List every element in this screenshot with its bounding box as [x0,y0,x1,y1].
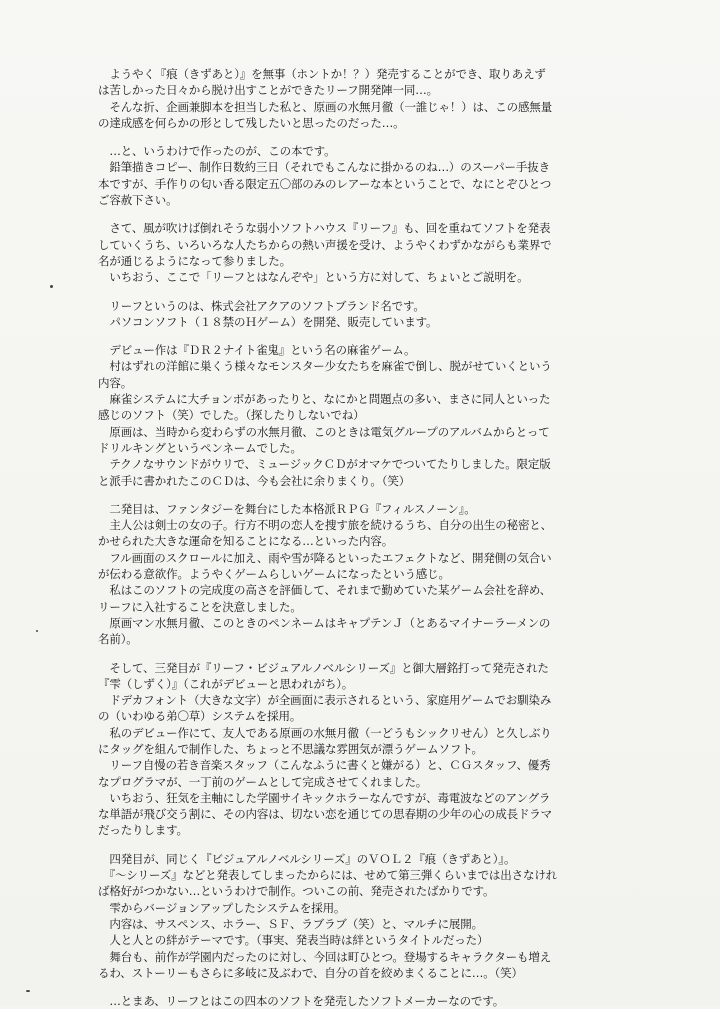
text-line: 雫からバージョンアップしたシステムを採用。 [98,900,346,915]
scan-speck [36,630,38,632]
scan-speck [50,285,53,288]
text-line: していくうち、いろいろな人たちからの熱い声援を受け、ようやくわずかながらも業界で [98,237,552,252]
text-line: かせられた大きな運命を知ることになる…といった内容。 [98,534,394,549]
text-line: ば格好がつかない…というわけで制作。ついこの前、発売されたばかりです。 [98,884,495,899]
text-line: フル画面のスクロールに加え、雨や雪が降るといったエフェクトなど、開発側の気合い [98,550,552,565]
text-line: だったりします。 [98,823,188,838]
paragraph-gap [98,131,684,143]
text-line: デビュー作は『ＤＲ２ナイト雀鬼』という名の麻雀ゲーム。 [98,343,416,358]
text-line: にタッグを組んで制作した、ちょっと不思議な雰囲気が漂うゲームソフト。 [98,741,483,756]
text-line: 『～シリーズ』などと発表してしまったからには、せめて第三弾くらいまでは出さなけれ [98,868,558,883]
text-line: は苦しかった日々から脱け出すことができたリーフ開発陣一同…。 [98,83,438,98]
text-line: 村はずれの洋館に巣くう様々なモンスター少女たちを麻雀で倒し、脱がせていくという [98,359,552,374]
text-line: が伝わる意欲作。ようやくゲームらしいゲームになったという感じ。 [98,567,450,582]
text-line: な単語が飛び交う割に、その内容は、切ない恋を通じての思春期の少年の心の成長ドラマ [98,807,552,822]
text-line: 原画は、当時から変わらずの水無月徹、このときは電気グループのアルバムからとって [98,424,550,439]
text-line: るわ、ストーリーもさらに多岐に及ぶわで、自分の首を絞めまくることに…。（笑） [98,965,523,980]
text-line: 人と人との絆がテーマです。（事実、発表当時は絆というタイトルだった） [98,933,489,948]
text-line: 麻雀システムに大チョンボがあったりと、なにかと問題点の多い、まさに同人といった [98,392,551,407]
text-line: さて、風が吹けば倒れそうな弱小ソフトハウス『リーフ』も、回を重ねてソフトを発表 [98,221,551,236]
text-line: いちおう、狂気を主軸にした学園サイキックホラーなんですが、毒電波などのアングラ [98,790,551,805]
text-line: の（いわゆる弟〇草）システムを採用。 [98,709,302,724]
text-line: …とまあ、リーフとはこの四本のソフトを発売したソフトメーカーなのです。 [98,994,505,1009]
text-line: いちおう、ここで「リーフとはなんぞや」という方に対して、ちょいとご説明を。 [98,270,529,285]
text-line: の達成感を何らかの形として残したいと思ったのだった…。 [98,115,405,130]
scan-speck [26,990,30,992]
text-line: 私はこのソフトの完成度の高さを評価して、それまで勤めていた某ゲーム会社を辞め、 [98,583,552,598]
paragraph-gap [98,489,684,501]
text-line: 四発目が、同じく『ビジュアルノベルシリーズ』のＶＯＬ２『痕（きずあと）』。 [98,851,516,866]
text-line: 二発目は、ファンタジーを舞台にした本格派ＲＰＧ『フィルスノーン』。 [98,501,476,516]
text-line: リーフに入社することを決意しました。 [98,599,302,614]
text-line: ようやく『痕（きずあと）』を無事（ホントか！？）発売することができ、取りあえず [98,67,546,81]
text-line: 鉛筆描きコピー、制作日数約三日（それでもこんなに掛かるのね…）のスーパー手抜き [98,160,550,175]
paragraph-gap [98,286,684,298]
text-line: 主人公は剣士の女の子。行方不明の恋人を捜す旅を続けるうち、自分の出生の秘密と、 [98,518,552,533]
paragraph-gap [98,981,684,993]
text-line: …と、いうわけで作ったのが、この本です。 [98,144,336,159]
text-line: 『雫（しずく）』（これがデビューと思われがち）。 [98,676,354,691]
text-line: テクノなサウンドがウリで、ミュージックＣＤがオマケでついてたりしました。限定版 [98,457,551,472]
text-line: 名が通じるようになって参りました。 [98,253,291,268]
text-line: 舞台も、前作が学園内だったのに対し、今回は町ひとつ。登場するキャラクターも増え [98,949,552,964]
text-line: ご容赦下さい。 [98,193,178,208]
text-line: 私のデビュー作にて、友人である原画の水無月徹（一どうもシックリせん）と久しぶり [98,725,552,740]
paragraph-gap [98,839,684,851]
text-line: 本ですが、手作りの匂い香る限定五〇部のみのレアーな本ということで、なにとぞひとつ [98,176,552,191]
text-line: 原画マン水無月徹、このときのペンネームはキャプテンＪ（とあるマイナーラーメンの [98,615,551,630]
paragraph-gap [98,648,684,660]
text-line: 内容は、サスペンス、ホラー、ＳＦ、ラブラブ（笑）と、マルチに展開。 [98,916,483,931]
text-line: ドリルキングというペンネームでした。 [98,440,302,455]
text-line: 名前）。 [98,632,138,647]
text-line: 内容。 [98,375,133,390]
text-line: そんな折、企画兼脚本を担当した私と、原画の水無月徹（一誰じゃ！）は、この感無量 [98,99,552,114]
text-line: そして、三発目が『リーフ・ビジュアルノベルシリーズ』と御大層銘打って発売された [98,660,549,675]
document-body [98,66,684,1009]
text-line: リーフというのは、株式会社アクアのソフトブランド名です。 [98,298,425,313]
paragraph-gap [98,208,684,220]
text-line: と派手に書かれたこのＣＤは、今も会社に余りまくり。（笑） [98,473,411,488]
text-line: 感じのソフト（笑）でした。（探したりしないでね） [98,408,365,423]
text-line: パソコンソフト（１８禁のＨゲーム）を開発、販売しています。 [98,314,438,329]
text-line: ドデカフォント（大きな文字）が全画面に表示されるという、家庭用ゲームでお馴染み [98,693,552,708]
paragraph-gap [98,330,684,342]
text-line: なプログラマが、一丁前のゲームとして完成させてくれました。 [98,774,428,789]
text-line: リーフ自慢の若き音楽スタッフ（こんなふうに書くと嫌がる）と、ＣＧスタッフ、優秀 [98,758,551,773]
